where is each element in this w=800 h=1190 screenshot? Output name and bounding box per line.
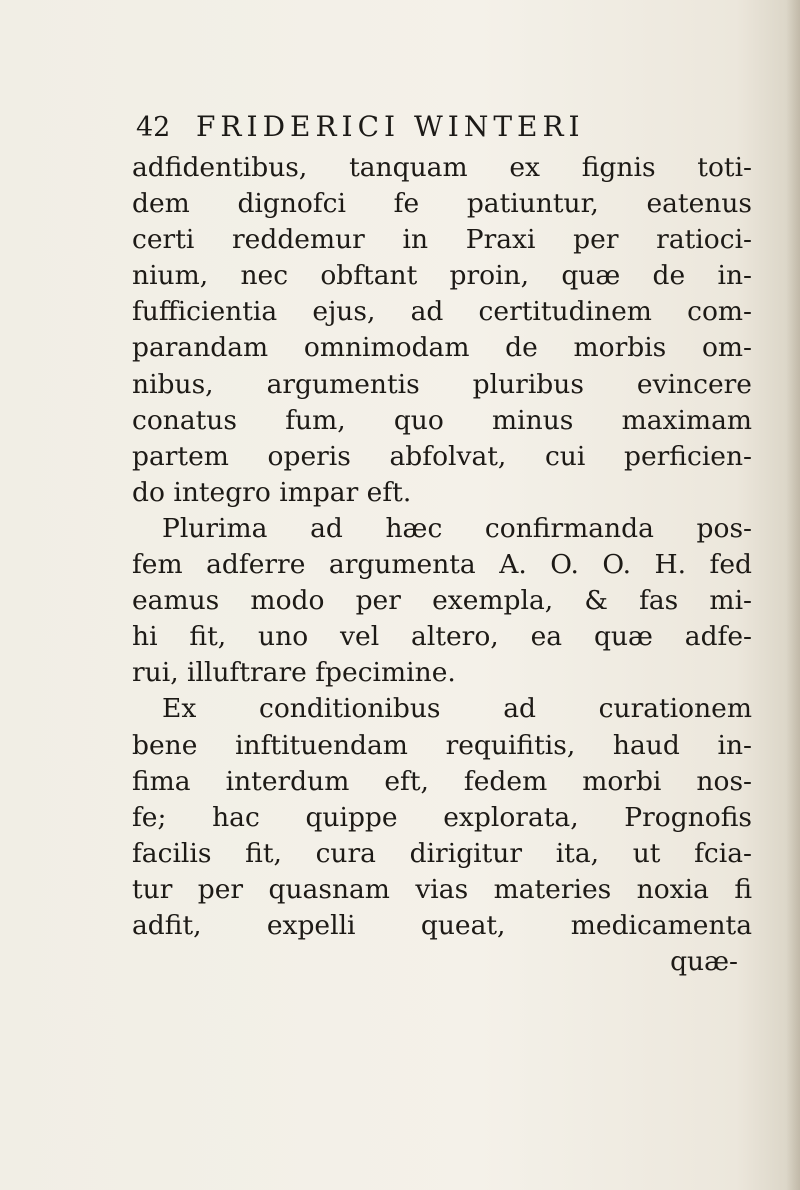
text-line: eamus modo per exempla, & fas mi- [132, 585, 752, 617]
text-line: partem operis abfolvat, cui perficien- [132, 440, 752, 472]
text-line: fima interdum eft, fedem morbi nos- [132, 765, 752, 797]
text-line: parandam omnimodam de morbis om- [132, 332, 752, 364]
text-line: dem dignofci fe patiuntur, eatenus [132, 188, 752, 220]
text-line: fufficientia ejus, ad certitudinem com- [132, 296, 752, 328]
text-line: conatus fum, quo minus maximam [132, 404, 752, 436]
text-line: tur per quasnam vias materies noxia fi [132, 873, 752, 905]
text-line: adfit, expelli queat, medicamenta [132, 909, 752, 941]
text-line: hi fit, uno vel altero, ea quæ adfe- [132, 621, 752, 653]
page-header [136, 108, 756, 148]
page-number: 42 [136, 112, 171, 143]
page-edge-shadow [786, 0, 800, 1190]
text-line: bene inftituendam requifitis, haud in- [132, 729, 752, 761]
text-line: nibus, argumentis pluribus evincere [132, 368, 752, 400]
text-line: do integro impar eft. [132, 476, 412, 508]
paragraph-start-line: Plurima ad hæc confirmanda pos- [162, 512, 752, 544]
text-line: fem adferre argumenta A. O. O. H. fed [132, 549, 752, 581]
running-head: FRIDERICI WINTERI [196, 110, 585, 143]
text-line: fe; hac quippe explorata, Prognofis [132, 801, 752, 833]
catchword: quæ- [670, 946, 738, 978]
text-line: adfidentibus, tanquam ex fignis toti- [132, 152, 752, 183]
text-line: nium, nec obftant proin, quæ de in- [132, 260, 752, 292]
text-line: certi reddemur in Praxi per ratioci- [132, 224, 752, 256]
body-text [132, 150, 752, 980]
text-line: facilis fit, cura dirigitur ita, ut fcia- [132, 837, 752, 869]
paragraph-start-line: Ex conditionibus ad curationem [162, 693, 752, 725]
text-line: rui, illuftrare fpecimine. [132, 657, 456, 689]
